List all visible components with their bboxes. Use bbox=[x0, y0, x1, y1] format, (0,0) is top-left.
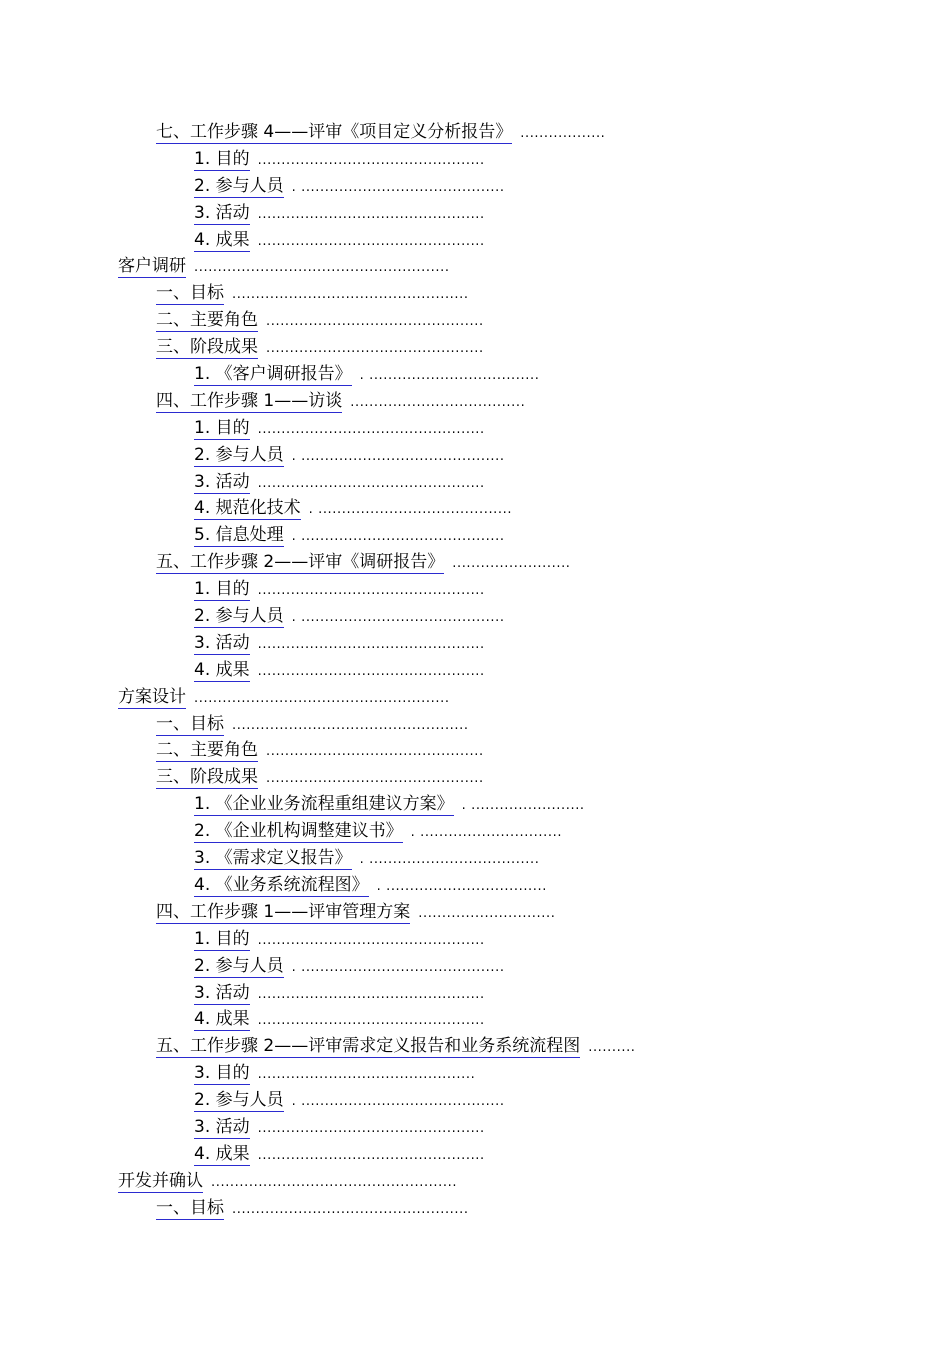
toc-entry-link[interactable]: 二、主要角色 bbox=[156, 740, 258, 761]
toc-dot-leader: .............................................. bbox=[257, 1067, 476, 1083]
toc-entry-link[interactable]: 3. 《需求定义报告》 bbox=[194, 848, 352, 869]
toc-row bbox=[0, 1006, 950, 1033]
toc-dot-leader: ................................................ bbox=[257, 475, 485, 491]
toc-row bbox=[0, 495, 950, 522]
toc-row bbox=[0, 926, 950, 953]
toc-entry-link[interactable]: 1. 目的 bbox=[194, 148, 250, 169]
toc-dot-leader: . .............................. bbox=[410, 825, 563, 841]
toc-entry-link[interactable]: 2. 《企业机构调整建议书》 bbox=[194, 821, 403, 842]
toc-entry-link[interactable]: 1. 《企业业务流程重组建议方案》 bbox=[194, 794, 454, 815]
toc-dot-leader: ................................................ bbox=[257, 932, 485, 948]
toc-row bbox=[0, 899, 950, 926]
toc-dot-leader: . ........................................... bbox=[291, 179, 505, 195]
toc-dot-leader: ................................................ bbox=[257, 233, 485, 249]
toc-entry bbox=[194, 926, 485, 954]
toc-entry bbox=[156, 119, 605, 147]
toc-row bbox=[0, 334, 950, 361]
toc-dot-leader: ............................. bbox=[418, 905, 556, 921]
toc-entry bbox=[156, 899, 555, 927]
toc-row bbox=[0, 227, 950, 254]
toc-entry-link[interactable]: 2. 参与人员 bbox=[194, 444, 284, 465]
toc-row bbox=[0, 791, 950, 818]
toc-row bbox=[0, 549, 950, 576]
toc-entry-link[interactable]: 三、阶段成果 bbox=[156, 337, 258, 358]
toc-row bbox=[0, 711, 950, 738]
toc-row bbox=[0, 442, 950, 469]
toc-dot-leader: .................................................. bbox=[232, 287, 469, 303]
toc-entry bbox=[156, 334, 484, 362]
toc-entry-link[interactable]: 2. 参与人员 bbox=[194, 1090, 284, 1111]
toc-entry bbox=[194, 872, 547, 900]
toc-dot-leader: ......................... bbox=[452, 556, 571, 572]
toc-entry-link[interactable]: 一、目标 bbox=[156, 713, 224, 734]
toc-row bbox=[0, 522, 950, 549]
toc-entry-link[interactable]: 一、目标 bbox=[156, 1197, 224, 1218]
toc-entry bbox=[156, 549, 571, 577]
toc-dot-leader: .......... bbox=[588, 1040, 636, 1056]
toc-entry-link[interactable]: 3. 活动 bbox=[194, 471, 250, 492]
toc-entry bbox=[156, 388, 525, 416]
toc-dot-leader: ................................................ bbox=[257, 206, 485, 222]
toc-entry bbox=[194, 953, 505, 981]
toc-row bbox=[0, 872, 950, 899]
toc-row bbox=[0, 415, 950, 442]
toc-entry bbox=[156, 711, 469, 739]
toc-entry-link[interactable]: 五、工作步骤 2——评审需求定义报告和业务系统流程图 bbox=[156, 1036, 581, 1057]
toc-entry-link[interactable]: 3. 活动 bbox=[194, 632, 250, 653]
toc-entry bbox=[118, 253, 450, 281]
toc-entry bbox=[194, 469, 485, 497]
toc-entry-link[interactable]: 4. 规范化技术 bbox=[194, 498, 301, 519]
toc-entry bbox=[156, 280, 469, 308]
toc-entry-link[interactable]: 四、工作步骤 1——访谈 bbox=[156, 390, 343, 411]
toc-entry bbox=[194, 146, 485, 174]
toc-row bbox=[0, 953, 950, 980]
toc-row bbox=[0, 603, 950, 630]
toc-entry bbox=[194, 657, 485, 685]
toc-row bbox=[0, 1168, 950, 1195]
toc-entry-link[interactable]: 1. 目的 bbox=[194, 417, 250, 438]
toc-entry-link[interactable]: 3. 活动 bbox=[194, 1116, 250, 1137]
toc-dot-leader: . ........................................... bbox=[291, 529, 505, 545]
toc-entry bbox=[194, 522, 505, 550]
toc-dot-leader: .................................................. bbox=[232, 1201, 469, 1217]
toc-row bbox=[0, 630, 950, 657]
toc-dot-leader: . .................................... bbox=[359, 368, 540, 384]
toc-entry-link[interactable]: 七、工作步骤 4——评审《项目定义分析报告》 bbox=[156, 122, 513, 142]
toc-dot-leader: . .................................... bbox=[359, 852, 540, 868]
toc-entry bbox=[194, 173, 505, 201]
toc-entry-link[interactable]: 客户调研 bbox=[118, 256, 186, 277]
toc-entry bbox=[194, 818, 562, 846]
toc-entry-link[interactable]: 2. 参与人员 bbox=[194, 175, 284, 196]
toc-entry-link[interactable]: 2. 参与人员 bbox=[194, 606, 284, 627]
toc-entry bbox=[156, 307, 484, 335]
toc-dot-leader: .................................................... bbox=[211, 1174, 458, 1190]
toc-dot-leader: ................................................ bbox=[257, 1120, 485, 1136]
toc-entry bbox=[156, 1033, 636, 1061]
toc-entry-link[interactable]: 4. 成果 bbox=[194, 1009, 250, 1030]
toc-row bbox=[0, 657, 950, 684]
toc-row bbox=[0, 253, 950, 280]
toc-row bbox=[0, 173, 950, 200]
toc-entry-link[interactable]: 4. 成果 bbox=[194, 1143, 250, 1164]
toc-entry bbox=[194, 495, 512, 523]
toc-dot-leader: . ......................................... bbox=[308, 502, 513, 518]
toc-row bbox=[0, 818, 950, 845]
toc-entry bbox=[194, 227, 485, 255]
toc-dot-leader: .............................................. bbox=[266, 744, 484, 760]
toc-entry-link[interactable]: 5. 信息处理 bbox=[194, 525, 284, 546]
toc-entry-link[interactable]: 五、工作步骤 2——评审《调研报告》 bbox=[156, 552, 445, 573]
toc-dot-leader: . ........................ bbox=[461, 798, 585, 814]
toc-entry-link[interactable]: 二、主要角色 bbox=[156, 310, 258, 331]
toc-row bbox=[0, 469, 950, 496]
toc-dot-leader: .................. bbox=[520, 126, 606, 141]
toc-dot-leader: ................................................ bbox=[257, 663, 485, 679]
toc-row bbox=[0, 388, 950, 415]
toc-row bbox=[0, 361, 950, 388]
toc-entry-link[interactable]: 3. 活动 bbox=[194, 202, 250, 223]
toc-row bbox=[0, 764, 950, 791]
toc-dot-leader: . ........................................... bbox=[291, 959, 505, 975]
toc-row bbox=[0, 119, 950, 146]
toc-entry bbox=[118, 684, 450, 712]
toc-entry bbox=[118, 1168, 457, 1196]
toc-entry bbox=[194, 630, 485, 658]
toc-row bbox=[0, 1141, 950, 1168]
toc-row bbox=[0, 200, 950, 227]
toc-entry bbox=[194, 361, 539, 389]
toc-dot-leader: .............................................. bbox=[266, 771, 484, 787]
toc-row bbox=[0, 576, 950, 603]
toc-entry-link[interactable]: 4. 《业务系统流程图》 bbox=[194, 874, 369, 895]
toc-row bbox=[0, 980, 950, 1007]
toc-entry bbox=[194, 1141, 485, 1169]
toc-dot-leader: ...................................................... bbox=[194, 260, 450, 276]
toc-row bbox=[0, 1087, 950, 1114]
toc-dot-leader: ...................................................... bbox=[194, 690, 450, 706]
toc-entry-link[interactable]: 1. 目的 bbox=[194, 928, 250, 949]
toc-entry bbox=[194, 442, 505, 470]
toc-dot-leader: . ........................................... bbox=[291, 610, 505, 626]
toc-dot-leader: .............................................. bbox=[266, 314, 484, 330]
toc-dot-leader: . .................................. bbox=[376, 878, 547, 894]
toc-dot-leader: ..................................... bbox=[350, 394, 526, 410]
toc-entry-link[interactable]: 1. 目的 bbox=[194, 579, 250, 600]
toc-entry-link[interactable]: 4. 成果 bbox=[194, 659, 250, 680]
toc-dot-leader: .................................................. bbox=[232, 717, 469, 733]
toc-row bbox=[0, 1114, 950, 1141]
toc-entry-link[interactable]: 2. 参与人员 bbox=[194, 955, 284, 976]
toc-entry bbox=[194, 980, 485, 1008]
toc-entry-link[interactable]: 四、工作步骤 1——评审管理方案 bbox=[156, 901, 411, 922]
toc-dot-leader: ................................................ bbox=[257, 1147, 485, 1163]
toc-dot-leader: ................................................ bbox=[257, 421, 485, 437]
toc-dot-leader: ................................................ bbox=[257, 986, 485, 1002]
toc-row bbox=[0, 1060, 950, 1087]
toc-row bbox=[0, 1033, 950, 1060]
toc-entry-link[interactable]: 3. 活动 bbox=[194, 982, 250, 1003]
toc-entry bbox=[194, 200, 485, 228]
toc-entry-link[interactable]: 一、目标 bbox=[156, 283, 224, 304]
toc-entry bbox=[194, 603, 505, 631]
toc-row bbox=[0, 845, 950, 872]
toc-row bbox=[0, 737, 950, 764]
toc-entry-link[interactable]: 开发并确认 bbox=[118, 1170, 203, 1191]
toc-entry-link[interactable]: 3. 目的 bbox=[194, 1063, 250, 1084]
toc-entry bbox=[156, 764, 484, 792]
toc-dot-leader: ................................................ bbox=[257, 1013, 485, 1029]
toc-dot-leader: . ........................................... bbox=[291, 448, 505, 464]
toc-dot-leader: . ........................................... bbox=[291, 1094, 505, 1110]
toc-entry bbox=[156, 1195, 469, 1223]
toc-entry bbox=[194, 845, 539, 873]
toc-entry-link[interactable]: 方案设计 bbox=[118, 686, 186, 707]
toc-row bbox=[0, 684, 950, 711]
toc-entry bbox=[194, 415, 485, 443]
toc-dot-leader: ................................................ bbox=[257, 583, 485, 599]
toc-dot-leader: ................................................ bbox=[257, 636, 485, 652]
toc-entry bbox=[194, 1114, 485, 1142]
toc-row bbox=[0, 280, 950, 307]
toc-entry bbox=[194, 1087, 505, 1115]
toc-entry bbox=[194, 791, 585, 819]
toc-dot-leader: ................................................ bbox=[257, 152, 485, 168]
toc-entry-link[interactable]: 1. 《客户调研报告》 bbox=[194, 364, 352, 385]
toc-entry bbox=[194, 1060, 475, 1088]
table-of-contents bbox=[0, 119, 950, 1222]
toc-dot-leader: .............................................. bbox=[266, 341, 484, 357]
toc-entry bbox=[194, 576, 485, 604]
toc-row bbox=[0, 1195, 950, 1222]
toc-entry bbox=[156, 737, 484, 765]
toc-row bbox=[0, 146, 950, 173]
toc-row bbox=[0, 307, 950, 334]
toc-entry bbox=[194, 1006, 485, 1034]
toc-entry-link[interactable]: 4. 成果 bbox=[194, 229, 250, 250]
toc-entry-link[interactable]: 三、阶段成果 bbox=[156, 767, 258, 788]
